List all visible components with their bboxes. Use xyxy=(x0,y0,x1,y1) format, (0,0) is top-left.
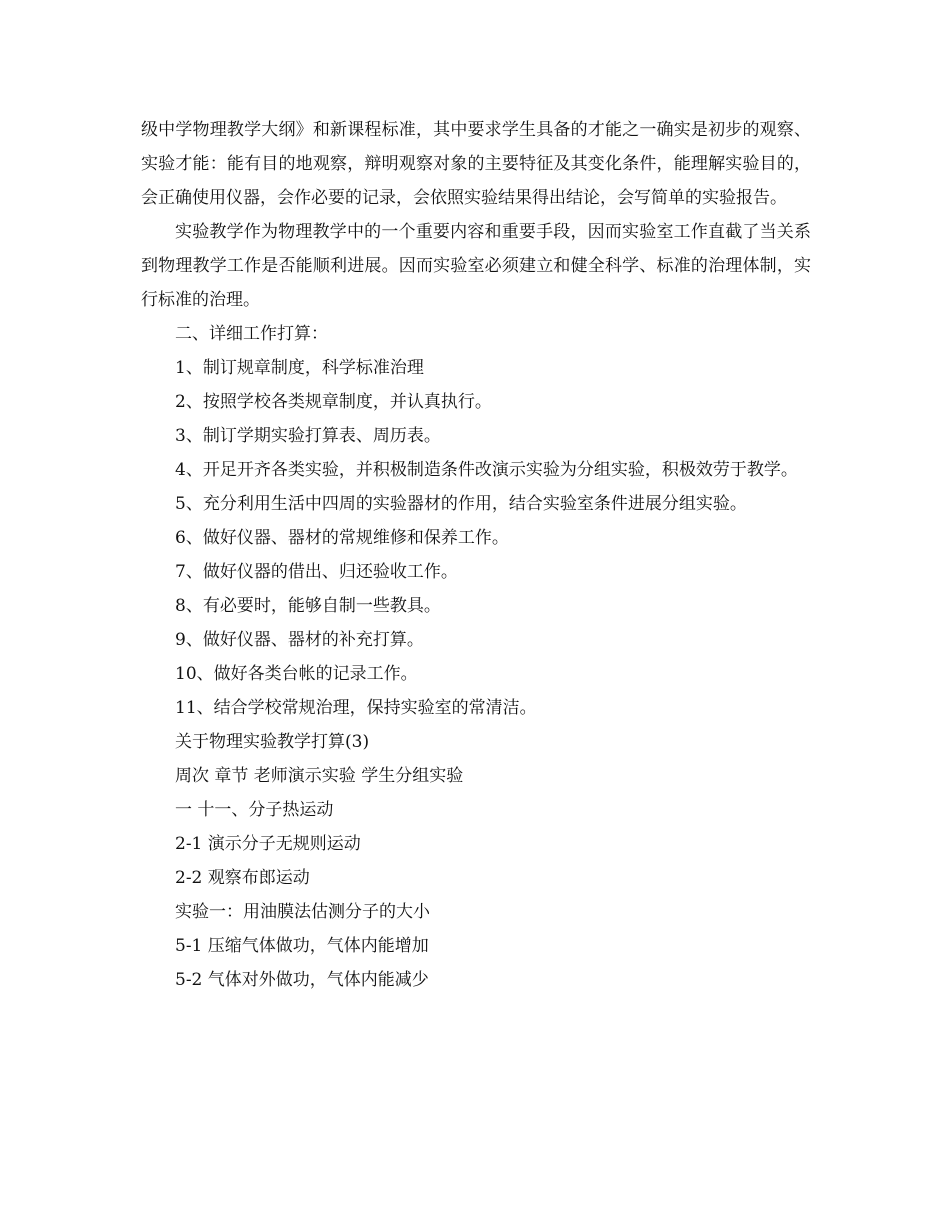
plan-item: 2、按照学校各类规章制度，并认真执行。 xyxy=(175,392,492,412)
plan-item: 11、结合学校常规治理，保持实验室的常清洁。 xyxy=(175,698,537,718)
plan-item: 10、做好各类台帐的记录工作。 xyxy=(175,664,418,684)
section-heading: 二、详细工作打算： xyxy=(175,324,328,344)
plan-item: 6、做好仪器、器材的常规维修和保养工作。 xyxy=(175,528,509,548)
plan-item: 9、做好仪器、器材的补充打算。 xyxy=(175,630,424,650)
schedule-line: 5-1 压缩气体做功，气体内能增加 xyxy=(175,936,429,956)
plan-item: 8、有必要时，能够自制一些教具。 xyxy=(175,596,441,616)
document-body xyxy=(141,113,811,997)
schedule-line: 一 十一、分子热运动 xyxy=(175,800,334,820)
schedule-header: 周次 章节 老师演示实验 学生分组实验 xyxy=(175,766,464,786)
plan-title: 关于物理实验教学打算(3) xyxy=(175,732,370,752)
schedule-line: 5-2 气体对外做功，气体内能减少 xyxy=(175,970,429,990)
schedule-line: 2-2 观察布郎运动 xyxy=(175,868,310,888)
plan-item: 7、做好仪器的借出、归还验收工作。 xyxy=(175,562,458,582)
intro-paragraph: 级中学物理教学大纲》和新课程标准，其中要求学生具备的才能之一确实是初步的观察、实验才能：能有目的地观察，辩明观察对象的主要特征及其变化条件，能理解实验目的，会正确使用仪器，会作必要的记录，会依照实验结果得出结论，会写简单的实验报告。 xyxy=(141,120,811,208)
lab-management-paragraph: 实验教学作为物理教学中的一个重要内容和重要手段，因而实验室工作直截了当关系到物理教学工作是否能顺利进展。因而实验室必须建立和健全科学、标准的治理体制，实行标准的治理。 xyxy=(141,222,811,310)
plan-item: 5、充分利用生活中四周的实验器材的作用，结合实验室条件进展分组实验。 xyxy=(175,494,747,514)
plan-item: 3、制订学期实验打算表、周历表。 xyxy=(175,426,441,446)
schedule-line: 实验一：用油膜法估测分子的大小 xyxy=(175,902,430,922)
schedule-line: 2-1 演示分子无规则运动 xyxy=(175,834,361,854)
plan-item: 1、制订规章制度，科学标准治理 xyxy=(175,358,424,378)
plan-item: 4、开足开齐各类实验，并积极制造条件改演示实验为分组实验，积极效劳于教学。 xyxy=(175,460,798,480)
